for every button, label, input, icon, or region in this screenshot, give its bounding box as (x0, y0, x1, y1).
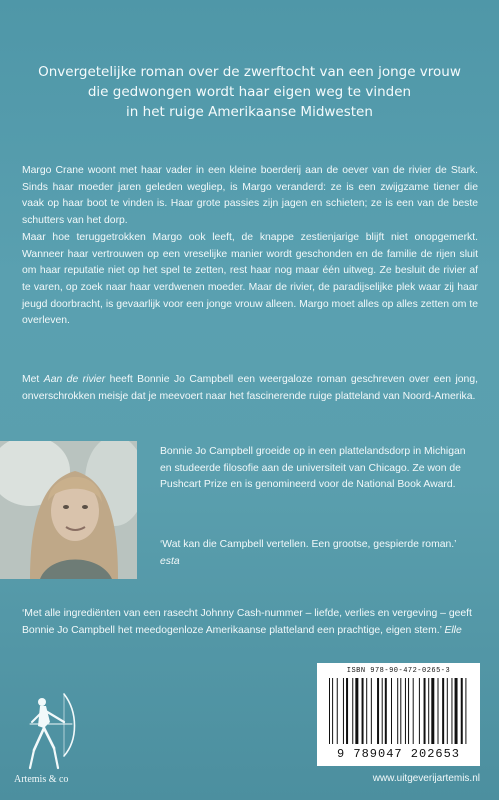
blurb-paragraph-1: Margo Crane woont met haar vader in een kleine boerderij aan de oever van de rivier de Stark. Sinds haar moeder jaren geleden wegliep, is Margo veranderd: ze is een zwijgzame tiener die vaak op haar boot te vinden is. Haar grote passies zijn jagen en schieten; ze is een van de beste schutters van het dorp. (22, 165, 478, 227)
review-esta-quote: ‘Wat kan die Campbell vertellen. Een grootse, gespierde roman.’ (160, 539, 457, 550)
blurb-p3-after: heeft Bonnie Jo Campbell een weergaloze roman geschreven over een jong, onverschrokken meisje dat je meevoert naar het fascinerende ruige platteland van Noord-Amerika. (22, 374, 478, 402)
review-elle-source: Elle (444, 624, 462, 636)
author-photo (0, 441, 137, 579)
blurb-main (22, 163, 478, 330)
blurb-p3-before: Met (22, 374, 44, 385)
book-title-inline: Aan de rivier (43, 374, 106, 385)
isbn-barcode (317, 663, 480, 766)
review-esta-source: esta (160, 555, 180, 567)
publisher-website: www.uitgeverijartemis.nl (372, 773, 480, 784)
review-esta (160, 537, 478, 570)
review-elle-quote: ‘Met alle ingrediënten van een rasecht Johnny Cash-nummer – liefde, verlies en vergeving – geeft Bonnie Jo Campbell het meedogenloze Amerikaanse platteland een prachtige, eigen stem.’ (22, 608, 472, 636)
tagline (20, 62, 479, 122)
tagline-line-2: die gedwongen wordt haar eigen weg te vinden (87, 84, 412, 100)
blurb-paragraph-2: Maar hoe teruggetrokken Margo ook leeft, de knappe zestienjarige blijft niet onopgemerkt. Wanneer haar vertrouwen op een vreselijke manier wordt geschonden en de familie de rijen sluit om haar reputatie niet op het spel te zetten, rest haar nog maar één uitweg. Ze besluit de rivier af te varen, op zoek naar haar verdwenen moeder. Maar de rivier, de paradijselijke plek waar zij haar jeugd doorbracht, is gevaarlijk voor een jonge vrouw alleen. Margo moet alles op alles zetten om te overleven. (22, 231, 478, 327)
isbn-label: ISBN 978-90-472-0265-3 (346, 667, 451, 675)
tagline-line-3: in het ruige Amerikaanse Midwesten (126, 104, 373, 120)
tagline-line-1: Onvergetelijke roman over de zwerftocht van een jonge vrouw (38, 64, 461, 80)
author-bio: Bonnie Jo Campbell groeide op in een plattelandsdorp in Michigan en studeerde filosofie aan de universiteit van Chicago. Ze won de Pushcart Prize en is genomineerd voor de National Book Award. (160, 446, 466, 491)
blurb-paragraph-3 (22, 372, 478, 405)
review-elle (22, 606, 478, 639)
archer-silhouette-icon (20, 688, 80, 774)
barcode-bars (329, 678, 468, 746)
ean-digits: 9 789047 202653 (336, 747, 461, 761)
publisher-name: Artemis & co (14, 774, 69, 785)
